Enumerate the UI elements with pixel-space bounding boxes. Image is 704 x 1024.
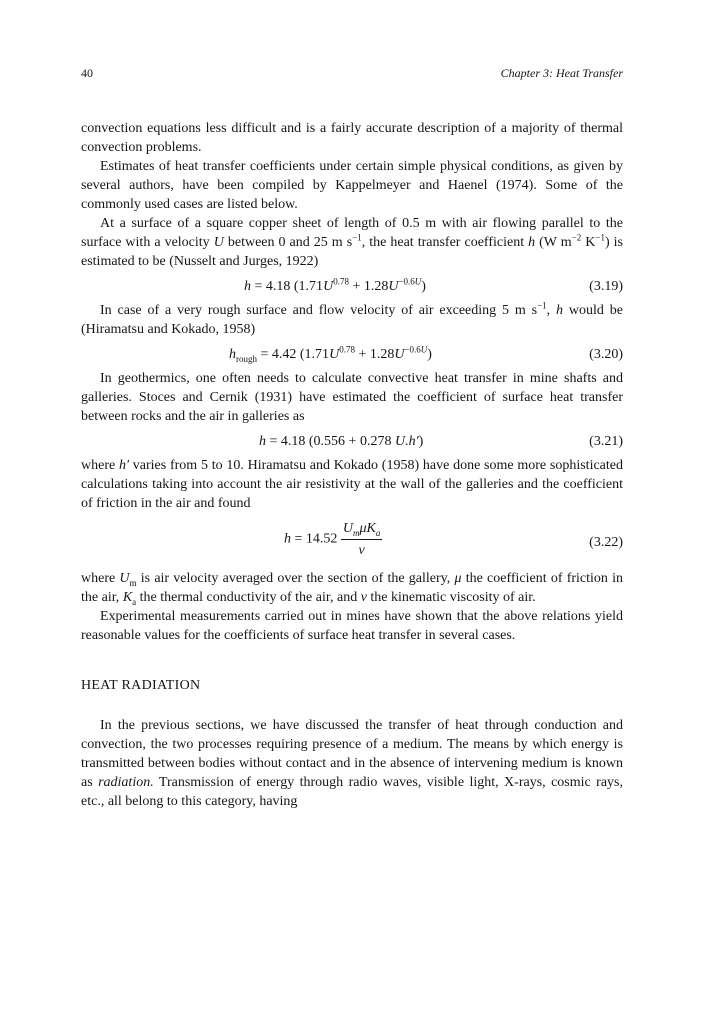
equation-3-22: h = 14.52 $\frac{U_m\mu K_a}{\nu}$ (3.22)	[284, 521, 623, 558]
running-head-chapter: Chapter 3: Heat Transfer	[500, 66, 623, 80]
page-header	[81, 66, 623, 84]
equation-3-19: h = 4.18 $(1.71U^{0.78} + 1.28U^{-0.6U})$ (3.19)	[244, 276, 623, 294]
paragraph-1: convection equations less difficult and is a fairly accurate description of a majority of thermal convection problems.	[81, 121, 623, 155]
paragraph-6: where h′ varies from 5 to 10. Hiramatsu and Kokado (1958) have done some more sophisticated calculations taking into account the air resistivity at the wall of the galleries and the coefficient of friction in the air and found	[81, 458, 623, 511]
equation-number: (3.19)	[589, 279, 623, 294]
equation-number: (3.21)	[589, 434, 623, 449]
paragraph-3: At a surface of a square copper sheet of length of 0.5 m with air flowing parallel to the surface with a velocity U between 0 and 25 m $s^{-1}$, the heat transfer coefficient h (W $m^{-2}$ $K^{-1}$) is estimated to be (Nusselt and Jurges, 1922)	[81, 216, 623, 269]
fraction-numerator: $U_m\mu K_a$	[341, 519, 383, 540]
paragraph-9: In the previous sections, we have discussed the transfer of heat through conduction and convection, the two processes requiring presence of a medium. The means by which energy is transmitted between bodies without contact and in the absence of intervening medium is known as radiation. Transmission of energy through radio waves, visible light, X-rays, cosmic rays, etc., all belong to this category, having	[81, 718, 623, 809]
page-number: 40	[81, 66, 93, 80]
fraction	[341, 519, 383, 560]
equation-3-21: h = 4.18 (0.556 + 0.278 U.h′) (3.21)	[259, 434, 623, 449]
paragraph-4: In case of a very rough surface and flow velocity of air exceeding 5 m $s^{-1}$, h would be (Hiramatsu and Kokado, 1958)	[81, 300, 623, 337]
fraction-denominator: ν	[358, 543, 365, 558]
paragraph-8: Experimental measurements carried out in mines have shown that the above relations yield reasonable values for the coefficients of surface heat transfer in several cases.	[81, 609, 623, 643]
paragraph-2: Estimates of heat transfer coefficients under certain simple physical conditions, as given by several authors, have been compiled by Kappelmeyer and Haenel (1974). Some of the commonly used cases are listed below.	[81, 159, 623, 212]
paragraph-7: where $U_m$ is air velocity averaged over the section of the gallery, μ the coefficient of friction in the air, $K_a$ the thermal conductivity of the air, and ν the kinematic viscosity of air.	[81, 571, 624, 607]
page-body	[81, 119, 623, 811]
section-heading: HEAT RADIATION	[81, 678, 201, 693]
equation-number: (3.20)	[589, 347, 623, 362]
equation-3-20: $h_{rough} = 4.42$ $(1.71U^{0.78} + 1.28U^{-0.6U})$ (3.20)	[229, 344, 623, 364]
paragraph-5: In geothermics, one often needs to calculate convective heat transfer in mine shafts and galleries. Stoces and Cernik (1931) have estimated the coefficient of surface heat transfer between rocks and the air in galleries as	[81, 371, 623, 424]
equation-number: (3.22)	[589, 535, 623, 550]
